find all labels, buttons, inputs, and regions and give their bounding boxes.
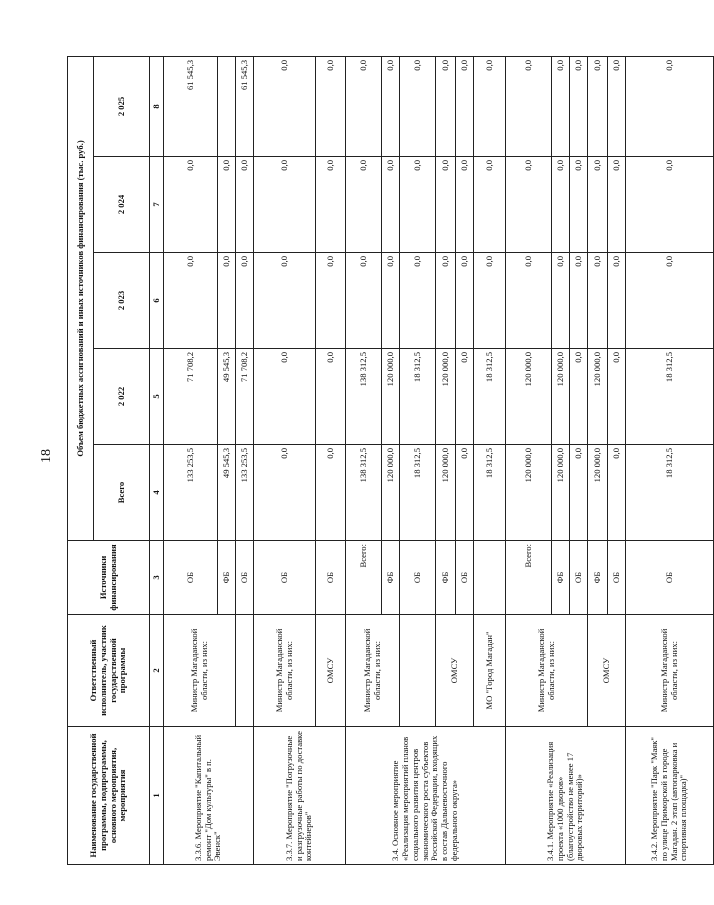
row-funding-source: ФБ	[588, 541, 608, 615]
cell-2023: 0,0	[236, 253, 254, 349]
row-funding-source	[474, 541, 506, 615]
row-program-name: 3.3.6. Мероприятие "Капитальный ремонт "Дом культуры" в п. Эвенск"	[164, 727, 254, 865]
cell-2025: 0,0	[254, 56, 316, 156]
cell-2025: 0,0	[316, 56, 346, 156]
cell-2024: 0,0	[400, 157, 436, 253]
row-program-name: 3.4.2. Мероприятие "Парк "Маяк" по улице Приморской в городе Магадан. 2 этап (автопарковка и спортивная площадка)"	[626, 727, 714, 865]
cell-2022: 120 000,0	[588, 349, 608, 445]
cell-2025: 0,0	[626, 56, 714, 156]
cell-2025: 0,0	[552, 56, 570, 156]
cell-total: 120 000,0	[588, 445, 608, 541]
cell-2022: 138 312,5	[346, 349, 382, 445]
cell-2025: 61 545,3	[236, 56, 254, 156]
header-total: Всего	[94, 445, 150, 541]
row-funding-source: ФБ	[552, 541, 570, 615]
row-funding-source: ОБ	[608, 541, 626, 615]
cell-2025: 0,0	[400, 56, 436, 156]
cell-2024: 0,0	[570, 157, 588, 253]
cell-2022: 0,0	[456, 349, 474, 445]
table-row	[346, 56, 382, 864]
cell-2024: 0,0	[588, 157, 608, 253]
rotated-table-wrapper	[67, 57, 689, 865]
row-funding-source: ФБ	[382, 541, 400, 615]
header-year-2023: 2 023	[94, 253, 150, 349]
column-index: 8	[150, 56, 164, 156]
table-row	[626, 56, 714, 864]
cell-total: 0,0	[254, 445, 316, 541]
row-funding-source: Всего:	[506, 541, 552, 615]
row-executor: ОМСУ	[588, 615, 626, 727]
header-year-2024: 2 024	[94, 157, 150, 253]
header-year-2022: 2 022	[94, 349, 150, 445]
cell-total: 49 545,3	[218, 445, 236, 541]
cell-2022: 71 708,2	[236, 349, 254, 445]
table-body	[164, 56, 714, 864]
cell-total: 120 000,0	[552, 445, 570, 541]
cell-2022: 18 312,5	[626, 349, 714, 445]
column-index: 1	[150, 727, 164, 865]
cell-2025: 0,0	[608, 56, 626, 156]
cell-2022: 18 312,5	[400, 349, 436, 445]
header-year-2025: 2 025	[94, 56, 150, 156]
cell-2024: 0,0	[608, 157, 626, 253]
cell-total: 133 253,5	[236, 445, 254, 541]
header-financing-volume: Объем бюджетных ассигнований и иных источников финансирования (тыс. руб.)	[68, 56, 94, 540]
cell-2023: 0,0	[164, 253, 218, 349]
cell-2022: 120 000,0	[436, 349, 456, 445]
cell-2022: 18 312,5	[474, 349, 506, 445]
header-funding-source: Источники финансирования	[68, 541, 150, 615]
column-index: 6	[150, 253, 164, 349]
cell-2022: 71 708,2	[164, 349, 218, 445]
cell-2025: 61 545,3	[164, 56, 218, 156]
cell-2024: 0,0	[456, 157, 474, 253]
row-executor: ОМСУ	[316, 615, 346, 727]
cell-2025: 0,0	[456, 56, 474, 156]
cell-2023: 0,0	[456, 253, 474, 349]
cell-2023: 0,0	[218, 253, 236, 349]
cell-total: 0,0	[570, 445, 588, 541]
cell-2023: 0,0	[316, 253, 346, 349]
cell-2022: 120 000,0	[382, 349, 400, 445]
cell-2023: 0,0	[474, 253, 506, 349]
cell-2023: 0,0	[382, 253, 400, 349]
cell-2023: 0,0	[570, 253, 588, 349]
row-funding-source: ОБ	[254, 541, 316, 615]
row-executor	[400, 615, 436, 727]
row-funding-source: ФБ	[218, 541, 236, 615]
row-funding-source: ОБ	[316, 541, 346, 615]
cell-2025: 0,0	[570, 56, 588, 156]
cell-2023: 0,0	[608, 253, 626, 349]
header-executor: Ответственный исполнитель, участник государственной программы	[68, 615, 150, 727]
cell-total: 0,0	[316, 445, 346, 541]
cell-2025: 0,0	[436, 56, 456, 156]
row-program-name: 3.4.1. Мероприятие «Реализация проекта «1000 дворов» (благоустройство не менее 17 дворовых территорий)»	[506, 727, 626, 865]
cell-2023: 0,0	[552, 253, 570, 349]
column-index-row	[150, 56, 164, 864]
cell-2023: 0,0	[626, 253, 714, 349]
table-row	[506, 56, 552, 864]
cell-2024: 0,0	[316, 157, 346, 253]
cell-total: 120 000,0	[506, 445, 552, 541]
column-index: 5	[150, 349, 164, 445]
cell-total: 18 312,5	[626, 445, 714, 541]
cell-2025: 0,0	[346, 56, 382, 156]
cell-2024: 0,0	[474, 157, 506, 253]
row-funding-source: ОБ	[570, 541, 588, 615]
cell-2024: 0,0	[254, 157, 316, 253]
cell-2025	[218, 56, 236, 156]
row-executor: Министр Магаданской области, из них:	[626, 615, 714, 727]
row-funding-source: ФБ	[436, 541, 456, 615]
column-index: 2	[150, 615, 164, 727]
cell-2024: 0,0	[236, 157, 254, 253]
cell-2022: 0,0	[316, 349, 346, 445]
cell-2024: 0,0	[436, 157, 456, 253]
row-funding-source: ОБ	[456, 541, 474, 615]
cell-2024: 0,0	[382, 157, 400, 253]
column-index: 4	[150, 445, 164, 541]
table-row	[254, 56, 316, 864]
row-executor: Министр Магаданской области, из них:	[346, 615, 400, 727]
row-funding-source: ОБ	[626, 541, 714, 615]
row-executor	[236, 615, 254, 727]
row-executor: МО "Город Магадан"	[474, 615, 506, 727]
cell-2022: 0,0	[570, 349, 588, 445]
cell-2022: 49 545,3	[218, 349, 236, 445]
table-row	[164, 56, 218, 864]
cell-2022: 0,0	[608, 349, 626, 445]
row-funding-source: Всего:	[346, 541, 382, 615]
row-funding-source: ОБ	[164, 541, 218, 615]
cell-2025: 0,0	[382, 56, 400, 156]
cell-total: 120 000,0	[382, 445, 400, 541]
cell-2025: 0,0	[506, 56, 552, 156]
cell-2024: 0,0	[506, 157, 552, 253]
cell-2024: 0,0	[218, 157, 236, 253]
column-index: 7	[150, 157, 164, 253]
row-funding-source: ОБ	[400, 541, 436, 615]
cell-total: 138 312,5	[346, 445, 382, 541]
cell-total: 120 000,0	[436, 445, 456, 541]
cell-2023: 0,0	[436, 253, 456, 349]
cell-2023: 0,0	[254, 253, 316, 349]
column-index: 3	[150, 541, 164, 615]
cell-total: 0,0	[608, 445, 626, 541]
cell-total: 18 312,5	[474, 445, 506, 541]
cell-2025: 0,0	[474, 56, 506, 156]
cell-2023: 0,0	[400, 253, 436, 349]
cell-2024: 0,0	[626, 157, 714, 253]
row-program-name: 3.4. Основное мероприятие «Реализация мероприятий планов социального развития центров экономического роста субъектов Российской Федерации, входящих в состав Дальневосточного федерального округа»	[346, 727, 506, 865]
cell-2022: 0,0	[254, 349, 316, 445]
row-executor: ОМСУ	[436, 615, 474, 727]
financing-table	[67, 56, 714, 865]
cell-2023: 0,0	[506, 253, 552, 349]
cell-2022: 120 000,0	[506, 349, 552, 445]
cell-2024: 0,0	[164, 157, 218, 253]
row-funding-source: ОБ	[236, 541, 254, 615]
row-program-name: 3.3.7. Мероприятие "Погрузочные и разгрузочные работы по доставке контейнеров"	[254, 727, 346, 865]
cell-total: 133 253,5	[164, 445, 218, 541]
cell-2024: 0,0	[346, 157, 382, 253]
cell-2022: 120 000,0	[552, 349, 570, 445]
cell-total: 0,0	[456, 445, 474, 541]
page-number: 18	[39, 449, 54, 463]
cell-total: 18 312,5	[400, 445, 436, 541]
row-executor: Министр Магаданской области, из них:	[254, 615, 316, 727]
header-program-name: Наименование государственной программы, подпрограммы, основного мероприятия, мероприятия	[68, 727, 150, 865]
row-executor: Министр Магаданской области, из них:	[164, 615, 236, 727]
cell-2023: 0,0	[588, 253, 608, 349]
cell-2025: 0,0	[588, 56, 608, 156]
cell-2024: 0,0	[552, 157, 570, 253]
row-executor: Министр Магаданской области, из них:	[506, 615, 588, 727]
cell-2023: 0,0	[346, 253, 382, 349]
